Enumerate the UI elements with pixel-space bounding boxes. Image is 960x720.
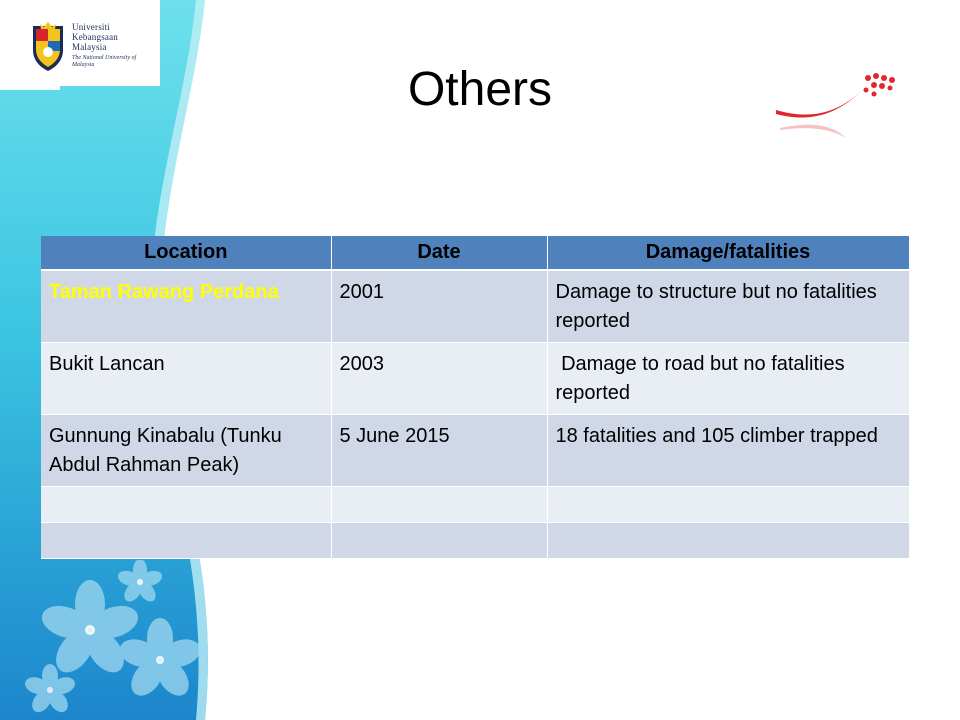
logo-line-1: Universiti: [72, 22, 110, 32]
table-row: [41, 523, 909, 559]
cell-damage: Damage to structure but no fatalities reported: [547, 270, 909, 343]
cell-location: Gunnung Kinabalu (Tunku Abdul Rahman Peak): [41, 415, 331, 487]
incidents-table: [41, 236, 910, 559]
cell-date: 2003: [331, 343, 547, 415]
logo-tagline: The National University of Malaysia: [72, 55, 137, 68]
cell-date: [331, 523, 547, 559]
cell-location: [41, 270, 331, 343]
cell-date: [331, 487, 547, 523]
cell-location: [41, 487, 331, 523]
header-location: Location: [41, 236, 331, 270]
table-header-row: [41, 236, 909, 270]
logo-line-2: Kebangsaan: [72, 32, 118, 42]
cell-damage: Damage to road but no fatalities reported: [547, 343, 909, 415]
cell-date: 5 June 2015: [331, 415, 547, 487]
cell-damage: [547, 523, 909, 559]
table-row: [41, 270, 909, 343]
hibiscus-flower-icon: [20, 560, 220, 720]
header-damage-fatalities: Damage/fatalities: [547, 236, 909, 270]
cell-location: Bukit Lancan: [41, 343, 331, 415]
table-row: [41, 343, 909, 415]
cell-damage: 18 fatalities and 105 climber trapped: [547, 415, 909, 487]
red-swoosh-icon: [770, 68, 900, 146]
table-row: [41, 487, 909, 523]
cell-damage: [547, 487, 909, 523]
logo-line-3: Malaysia: [72, 42, 107, 52]
table-row: [41, 415, 909, 487]
cell-date: 2001: [331, 270, 547, 343]
highlighted-location: Taman Rawang Perdana: [49, 281, 279, 303]
slide-title: Others: [407, 63, 553, 116]
header-date: Date: [331, 236, 547, 270]
cell-location: [41, 523, 331, 559]
